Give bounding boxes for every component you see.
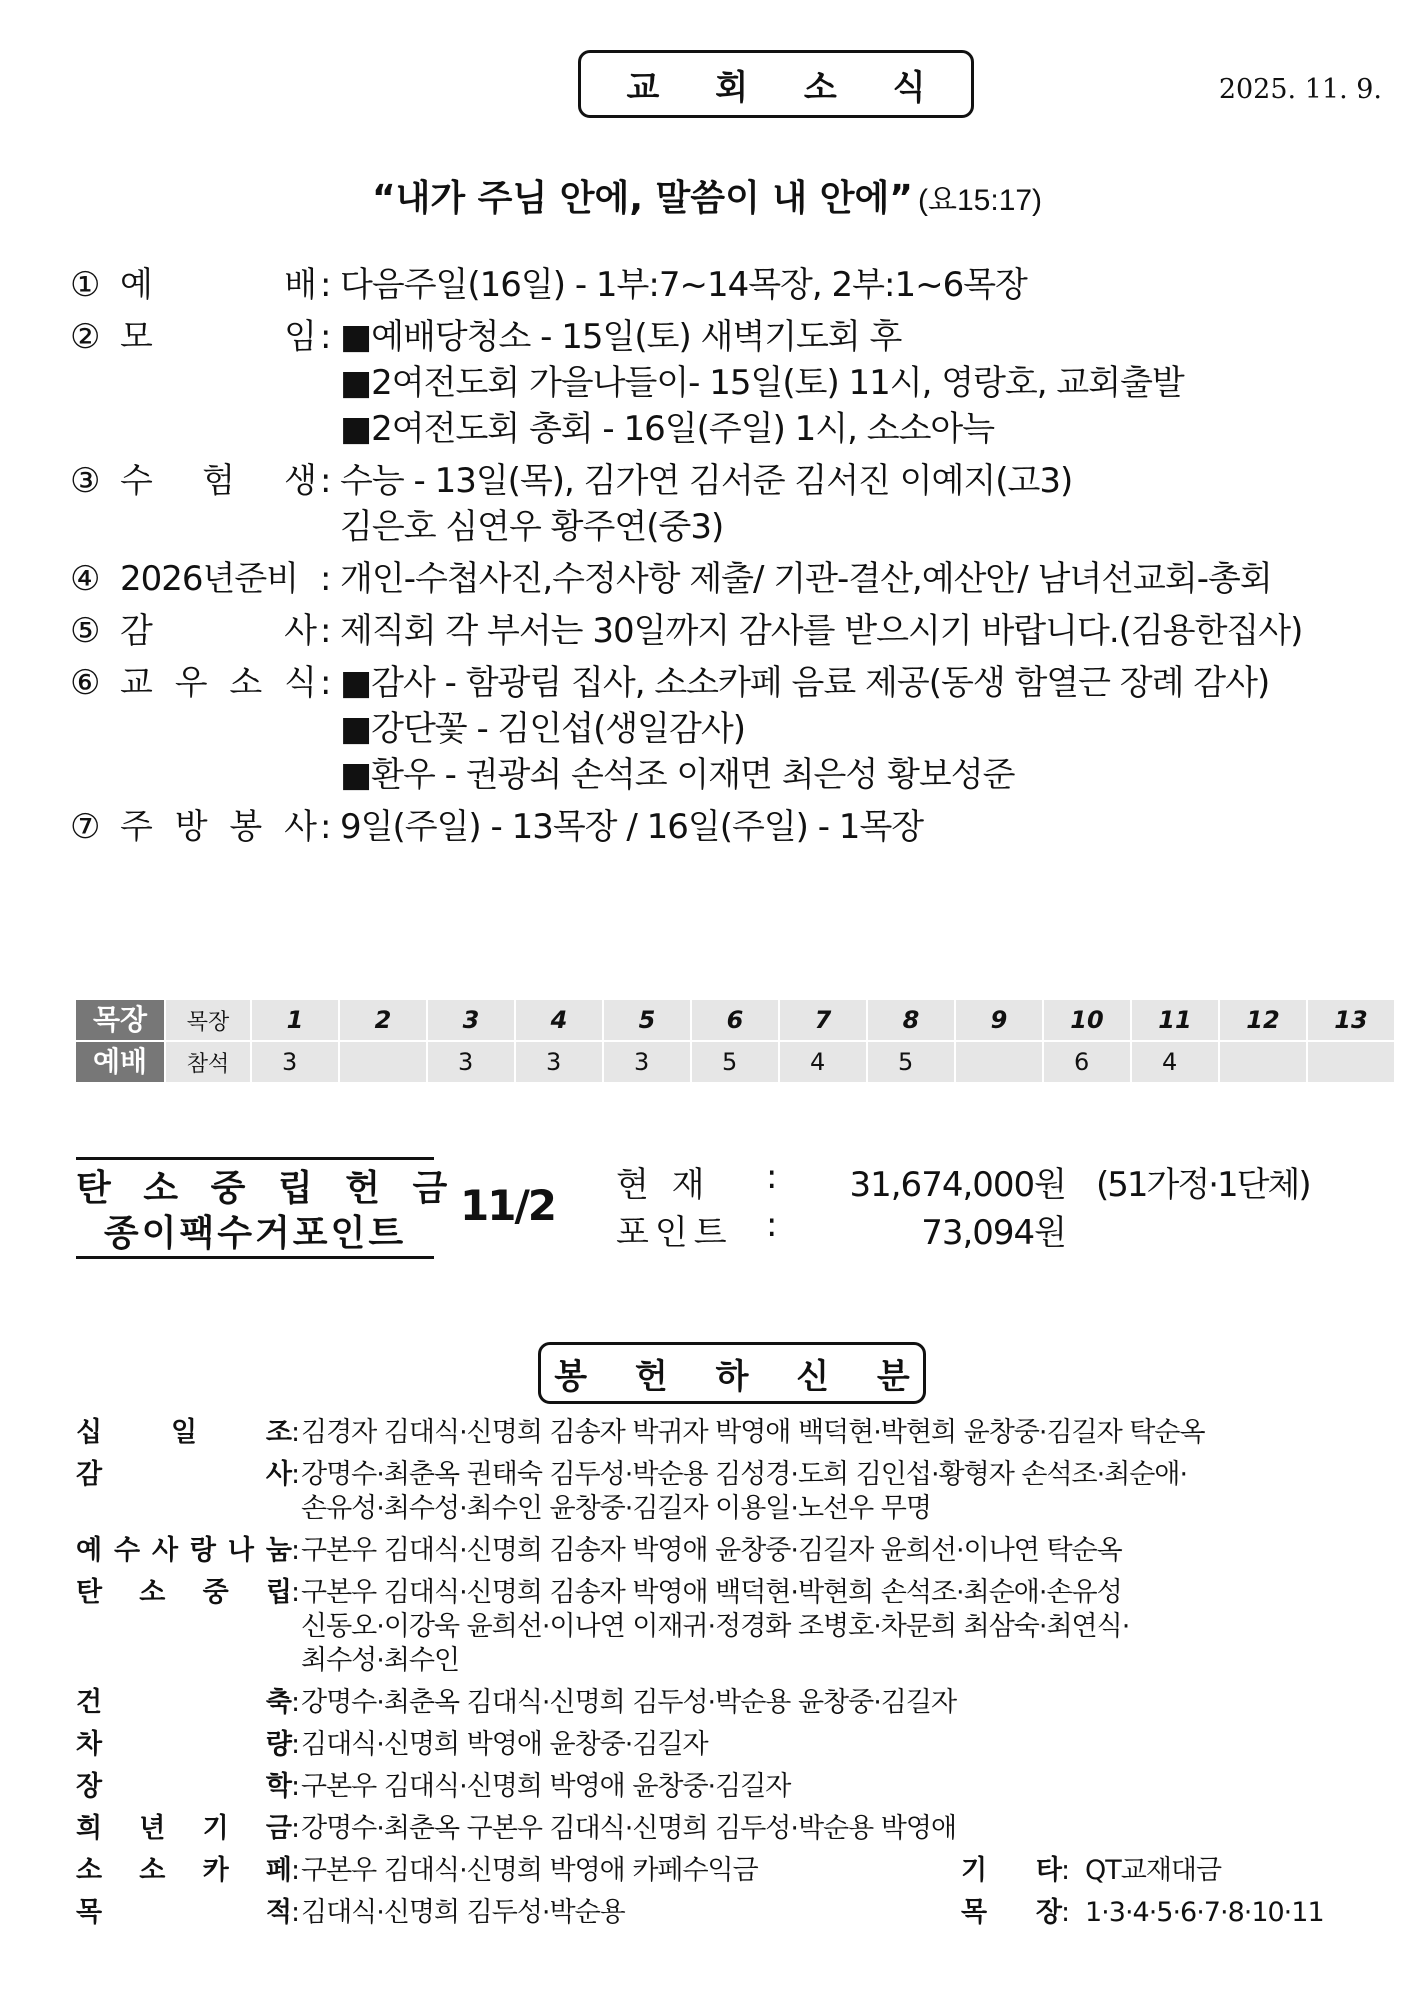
label-char: 타 [1035, 1855, 1061, 1886]
announcement-item [70, 660, 1400, 798]
announcement-line: ■환우 - 권광쇠 손석조 이재면 최은성 황보성준 [340, 755, 1015, 795]
offering-category [76, 1812, 291, 1846]
label-char: 사 [151, 1535, 178, 1566]
offering-list [76, 1416, 1386, 1938]
label-char: 예 [76, 1535, 102, 1566]
colon: : [320, 663, 331, 703]
colon: : [1061, 1897, 1070, 1928]
label-char: 우 [174, 663, 207, 703]
colon: : [291, 1729, 300, 1760]
names-line: 구본우 김대식·신명희 박영애 윤창중·김길자 [301, 1771, 791, 1802]
label-char: 눔 [265, 1535, 291, 1566]
offering-names-2: 1·3·4·5·6·7·8·10·11 [1085, 1897, 1324, 1928]
offering-names [301, 1728, 1386, 1762]
colon: : [766, 1157, 778, 1197]
label-char: 사 [284, 807, 316, 847]
colon: : [291, 1417, 300, 1448]
label-char: 소 [229, 663, 262, 703]
group-number: 4 [515, 1000, 603, 1041]
offering-row [76, 1576, 1386, 1678]
theme-reference: (요15:17) [918, 184, 1043, 217]
label-char: 사 [284, 611, 316, 651]
bulletin-date: 2025. 11. 9. [1218, 74, 1382, 105]
colon: : [291, 1855, 300, 1886]
carbon-date: 11/2 [460, 1181, 556, 1230]
label-char: 수 [113, 1535, 140, 1566]
announcement-line: ■강단꽃 - 김인섭(생일감사) [340, 709, 745, 749]
attendance-count [955, 1041, 1043, 1083]
announcement-line: 수능 - 13일(목), 김가연 김서준 김서진 이예지(고3) [340, 461, 1073, 501]
names-line: 손유성·최수성·최수인 윤창중·김길자 이용일·노선우 무명 [301, 1493, 931, 1524]
label-char: 차 [76, 1729, 102, 1760]
label-char: 목 [76, 1897, 102, 1928]
announcement-content [340, 608, 1400, 654]
label-char: 봉 [229, 807, 262, 847]
point-label: 포인트 [616, 1213, 733, 1253]
attendance-table [76, 1000, 1396, 1084]
colon: : [291, 1459, 300, 1490]
offering-names [301, 1770, 1386, 1804]
names-line: 구본우 김대식·신명희 김송자 박영애 백덕현·박현희 손석조·최순애·손유성 [301, 1577, 1122, 1608]
colon: : [1061, 1855, 1070, 1886]
announcement-label [70, 608, 320, 654]
label-char: 조 [265, 1417, 291, 1448]
colon: : [320, 317, 331, 357]
offering-category [76, 1534, 291, 1568]
attendance-count: 4 [779, 1041, 867, 1083]
names-line: 구본우 김대식·신명희 김송자 박영애 윤창중·김길자 윤희선·이나연 탁순옥 [301, 1535, 1122, 1566]
current-note: (51가정·1단체) [1096, 1165, 1310, 1205]
colon: : [291, 1535, 300, 1566]
offering-category [76, 1854, 291, 1888]
label-char: 생 [284, 461, 316, 501]
label-char: 수 [120, 461, 152, 501]
offering-names: 김대식·신명희 김두성·박순용 [301, 1897, 625, 1928]
announcement-content [340, 262, 1400, 308]
carbon-point-row [616, 1205, 1066, 1254]
names-line: 신동오·이강욱 윤희선·이나연 이재귀·정경화 조병호·차문희 최삼숙·최연식· [301, 1611, 1130, 1642]
label-char: 적 [265, 1897, 291, 1928]
offering-row [76, 1686, 1386, 1720]
offering-names [301, 1576, 1386, 1678]
label-char: 랑 [189, 1535, 215, 1566]
carbon-label: 탄 소 중 립 헌 금 [76, 1157, 434, 1211]
label-char: 축 [265, 1687, 291, 1718]
announcement-content [340, 314, 1400, 452]
offering-category [76, 1770, 291, 1804]
announcement-line: ■예배당청소 - 15일(토) 새벽기도회 후 [340, 317, 902, 357]
offering-row [76, 1812, 1386, 1846]
announcement-item [70, 556, 1400, 602]
label-char: 교 [120, 663, 152, 703]
attendance-side-label-2: 예배 [76, 1041, 165, 1083]
label-char: 험 [202, 461, 234, 501]
group-number: 5 [603, 1000, 691, 1041]
announcement-item [70, 608, 1400, 654]
announcement-content [340, 804, 1400, 850]
label-char: 목 [961, 1897, 987, 1928]
offering-category [76, 1416, 291, 1450]
offering-split [301, 1854, 1386, 1888]
announcement-line: 제직회 각 부서는 30일까지 감사를 받으시기 바랍니다.(김용한집사) [340, 611, 1303, 651]
offering-row [76, 1728, 1386, 1762]
announcement-number: ⑥ [70, 663, 100, 703]
offering-names [301, 1458, 1386, 1526]
label-char: 나 [227, 1535, 253, 1566]
label-char: 년 [139, 1813, 165, 1844]
label-char: 장 [76, 1771, 102, 1802]
attendance-count [1307, 1041, 1395, 1083]
colon: : [291, 1771, 300, 1802]
attendance-count: 5 [867, 1041, 955, 1083]
offering-category-2 [961, 1896, 1061, 1930]
bulletin-title: 교 회 소 식 [578, 50, 974, 118]
announcement-content [340, 660, 1400, 798]
announcement-number: ⑤ [70, 611, 100, 651]
label-char: 금 [265, 1813, 291, 1844]
offering-row [76, 1458, 1386, 1526]
group-number: 2 [339, 1000, 427, 1041]
offering-names-2: QT교재대금 [1085, 1855, 1222, 1886]
attendance-count: 3 [603, 1041, 691, 1083]
offering-category [76, 1576, 291, 1678]
colon: : [320, 611, 331, 651]
group-number: 1 [251, 1000, 339, 1041]
group-number: 3 [427, 1000, 515, 1041]
label-char: 량 [265, 1729, 291, 1760]
attendance-count: 5 [691, 1041, 779, 1083]
announcement-label [70, 804, 320, 850]
label-char: 희 [76, 1813, 102, 1844]
attendance-row-header: 참석 [165, 1041, 251, 1083]
announcement-item [70, 314, 1400, 452]
attendance-count [1219, 1041, 1307, 1083]
label-char: 기 [961, 1855, 987, 1886]
label-char: 카 [202, 1855, 228, 1886]
theme-text: “내가 주님 안에, 말씀이 내 안에” [371, 178, 913, 219]
label-char: 예 [120, 265, 152, 305]
attendance-count [339, 1041, 427, 1083]
label-char: 모 [120, 317, 152, 357]
label-char: 임 [284, 317, 316, 357]
group-number: 6 [691, 1000, 779, 1041]
announcement-content [340, 556, 1400, 602]
label-char: 감 [76, 1459, 102, 1490]
carbon-current-row [616, 1157, 1310, 1206]
colon: : [320, 461, 331, 501]
offering-names: 구본우 김대식·신명희 박영애 카페수익금 [301, 1855, 758, 1886]
label-char: 페 [265, 1855, 291, 1886]
group-number: 7 [779, 1000, 867, 1041]
announcement-label-text [120, 804, 320, 850]
paperpack-label: 종이팩수거포인트 [76, 1205, 434, 1259]
colon: : [320, 559, 331, 599]
point-value: 73,094원 [921, 1213, 1066, 1253]
offering-category [76, 1686, 291, 1720]
attendance-side-label-1: 목장 [76, 1000, 165, 1041]
announcement-label [70, 458, 320, 550]
attendance-count: 3 [515, 1041, 603, 1083]
group-number: 10 [1043, 1000, 1131, 1041]
announcement-label-text [120, 608, 320, 654]
announcements-list [70, 262, 1400, 856]
offering-category-2 [961, 1854, 1061, 1888]
colon: : [291, 1687, 300, 1718]
announcement-line: ■2여전도회 총회 - 16일(주일) 1시, 소소아늑 [340, 409, 995, 449]
announcement-item [70, 262, 1400, 308]
names-line: 최수성·최수인 [301, 1645, 460, 1676]
group-number: 9 [955, 1000, 1043, 1041]
colon: : [291, 1813, 300, 1844]
offering-row [76, 1534, 1386, 1568]
announcement-label-text [120, 458, 320, 550]
announcement-label-text [120, 660, 320, 798]
offering-category [76, 1458, 291, 1526]
announcement-line: ■2여전도회 가을나들이- 15일(토) 11시, 영랑호, 교회출발 [340, 363, 1184, 403]
theme-verse [0, 170, 1414, 221]
announcement-label-text [120, 556, 320, 602]
announcement-number: ② [70, 317, 100, 357]
announcement-label [70, 660, 320, 798]
label-char: 장 [1035, 1897, 1061, 1928]
names-line: 강명수·최춘옥 김대식·신명희 김두성·박순용 윤창중·김길자 [301, 1687, 957, 1718]
label-char: 식 [284, 663, 316, 703]
colon: : [291, 1897, 300, 1928]
label-char: 감 [120, 611, 152, 651]
current-value: 31,674,000원 [849, 1165, 1066, 1205]
offering-names [301, 1812, 1386, 1846]
label-char: 십 [76, 1417, 102, 1448]
group-number: 13 [1307, 1000, 1395, 1041]
offering-row [76, 1770, 1386, 1804]
announcement-line: 김은호 심연우 황주연(중3) [340, 507, 724, 547]
label-char: 탄 [76, 1577, 102, 1608]
group-number: 12 [1219, 1000, 1307, 1041]
label-char: 립 [265, 1577, 291, 1608]
announcement-line: 다음주일(16일) - 1부:7~14목장, 2부:1~6목장 [340, 265, 1027, 305]
announcement-line: 개인-수첩사진,수정사항 제출/ 기관-결산,예산안/ 남녀선교회-총회 [340, 559, 1272, 599]
announcement-item [70, 804, 1400, 850]
attendance-count: 4 [1131, 1041, 1219, 1083]
names-line: 강명수·최춘옥 구본우 김대식·신명희 김두성·박순용 박영애 [301, 1813, 957, 1844]
label-char: 소 [76, 1855, 102, 1886]
announcement-line: 9일(주일) - 13목장 / 16일(주일) - 1목장 [340, 807, 924, 847]
label-char: 방 [174, 807, 207, 847]
label-char: 중 [202, 1577, 228, 1608]
group-number: 11 [1131, 1000, 1219, 1041]
colon: : [766, 1205, 778, 1245]
names-line: 김경자 김대식·신명희 김송자 박귀자 박영애 백덕현·박현희 윤창중·김길자 탁순옥 [301, 1417, 1205, 1448]
announcement-label [70, 556, 320, 602]
label-char: 소 [139, 1577, 165, 1608]
colon: : [320, 265, 331, 305]
announcement-number: ⑦ [70, 807, 100, 847]
offering-row [76, 1854, 1386, 1888]
offering-title: 봉 헌 하 신 분 [538, 1342, 926, 1404]
attendance-row-header: 목장 [165, 1000, 251, 1041]
offering-row [76, 1896, 1386, 1930]
colon: : [291, 1577, 300, 1608]
group-number: 8 [867, 1000, 955, 1041]
offering-split [301, 1896, 1386, 1930]
announcement-label-text [120, 314, 320, 452]
offering-category [76, 1728, 291, 1762]
offering-names [301, 1686, 1386, 1720]
announcement-number: ④ [70, 559, 100, 599]
label-char: 배 [284, 265, 316, 305]
announcement-content [340, 458, 1400, 550]
attendance-count: 3 [251, 1041, 339, 1083]
announcement-number: ① [70, 265, 100, 305]
names-line: 강명수·최춘옥 권태숙 김두성·박순용 김성경·도희 김인섭·황형자 손석조·최순애· [301, 1459, 1188, 1490]
colon: : [320, 807, 331, 847]
label-char: 주 [120, 807, 152, 847]
offering-category [76, 1896, 291, 1930]
announcement-line: ■감사 - 함광림 집사, 소소카페 음료 제공(동생 함열근 장례 감사) [340, 663, 1270, 703]
label-char: 건 [76, 1687, 102, 1718]
label-char: 일 [170, 1417, 197, 1448]
label-char: 사 [265, 1459, 291, 1490]
announcement-label [70, 262, 320, 308]
announcement-number: ③ [70, 461, 100, 501]
label-char: 2026년준비 [120, 559, 299, 599]
attendance-count: 3 [427, 1041, 515, 1083]
label-char: 기 [202, 1813, 228, 1844]
offering-names [301, 1416, 1386, 1450]
announcement-label [70, 314, 320, 452]
announcement-item [70, 458, 1400, 550]
announcement-label-text [120, 262, 320, 308]
offering-row [76, 1416, 1386, 1450]
label-char: 소 [139, 1855, 165, 1886]
names-line: 김대식·신명희 박영애 윤창중·김길자 [301, 1729, 708, 1760]
current-label: 현 재 [616, 1165, 711, 1205]
attendance-count: 6 [1043, 1041, 1131, 1083]
label-char: 학 [265, 1771, 291, 1802]
offering-names [301, 1534, 1386, 1568]
